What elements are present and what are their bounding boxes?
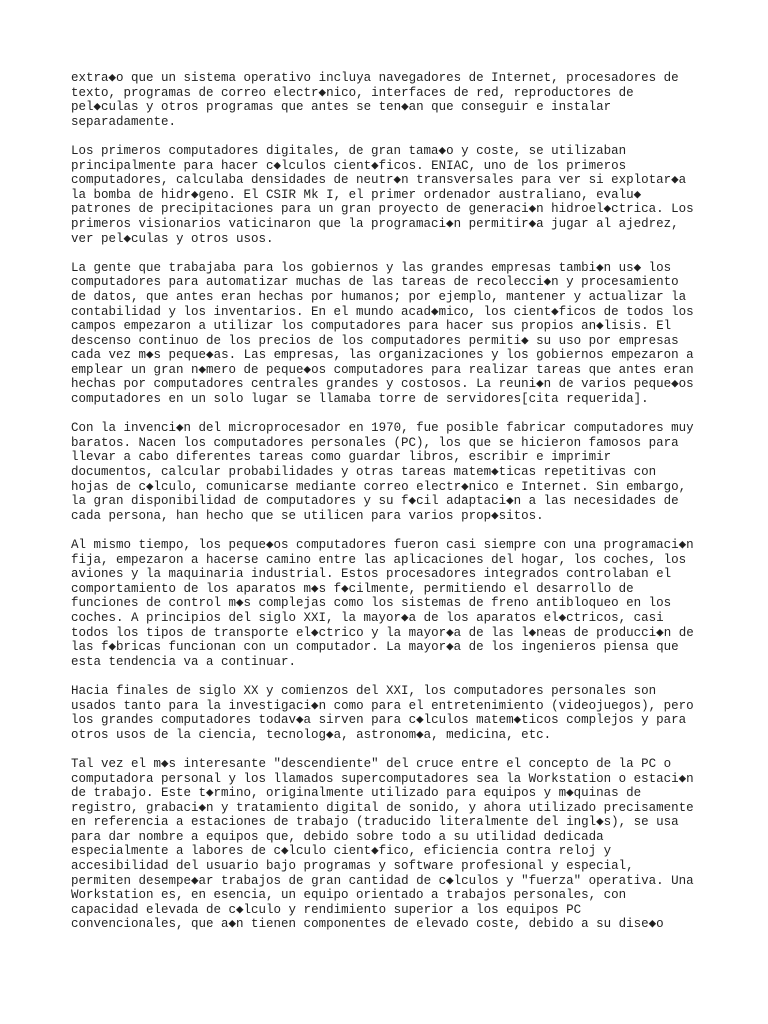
paragraph-2: Los primeros computadores digitales, de gran tama◆o y coste, se utilizaban principalmente para hacer c◆lculos cient◆ficos. ENIAC, uno de los primeros computadores, calculaba densidades de neutr◆n transversales para ver si explotar◆a la bomba de hidr◆geno. El CSIR Mk I, el primer ordenador australiano, evalu◆ patrones de precipitaciones para un gran proyecto de generaci◆n hidroel◆ctrica. Los primeros visionarios vaticinaron que la programaci◆n permitir◆a jugar al ajedrez, ver pel◆culas y otros usos.	[71, 143, 694, 246]
paragraph-6: Hacia finales de siglo XX y comienzos del XXI, los computadores personales son usados tanto para la investigaci◆n como para el entretenimiento (videojuegos), pero los grandes computadores todav◆a sirven para c◆lculos matem◆ticos complejos y para otros usos de la ciencia, tecnolog◆a, astronom◆a, medicina, etc.	[71, 683, 694, 742]
paragraph-5: Al mismo tiempo, los peque◆os computadores fueron casi siempre con una programaci◆n fija, empezaron a hacerse camino entre las aplicaciones del hogar, los coches, los aviones y la maquinaria industrial. Estos procesadores integrados controlaban el comportamiento de los aparatos m◆s f◆cilmente, permitiendo el desarrollo de funciones de control m◆s complejas como los sistemas de freno antibloqueo en los coches. A principios del siglo XXI, la mayor◆a de los aparatos el◆ctricos, casi todos los tipos de transporte el◆ctrico y la mayor◆a de las l◆neas de producci◆n de las f◆bricas funcionan con un computador. La mayor◆a de los ingenieros piensa que esta tendencia va a continuar.	[71, 538, 694, 669]
document-page	[71, 71, 711, 947]
paragraph-1: extra◆o que un sistema operativo incluya navegadores de Internet, procesadores de texto, programas de correo electr◆nico, interfaces de red, reproductores de pel◆culas y otros programas que antes se ten◆an que conseguir e instalar separadamente.	[71, 71, 679, 129]
paragraph-3: La gente que trabajaba para los gobiernos y las grandes empresas tambi◆n us◆ los computadores para automatizar muchas de las tareas de recolecci◆n y procesamiento de datos, que antes eran hechas por humanos; por ejemplo, mantener y actualizar la contabilidad y los inventarios. En el mundo acad◆mico, los cient◆ficos de todos los campos empezaron a utilizar los computadores para hacer sus propios an◆lisis. El descenso continuo de los precios de los computadores permiti◆ su uso por empresas cada vez m◆s peque◆as. Las empresas, las organizaciones y los gobiernos empezaron a emplear un gran n◆mero de peque◆os computadores para realizar tareas que antes eran hechas por computadores centrales grandes y costosos. La reuni◆n de varios peque◆os computadores en un solo lugar se llamaba torre de servidores[cita requerida].	[71, 260, 694, 407]
paragraph-4: Con la invenci◆n del microprocesador en 1970, fue posible fabricar computadores muy baratos. Nacen los computadores personales (PC), los que se hicieron famosos para llevar a cabo diferentes tareas como guardar libros, escribir e imprimir documentos, calcular probabilidades y otras tareas matem◆ticas repetitivas con hojas de c◆lculo, comunicarse mediante correo electr◆nico e Internet. Sin embargo, la gran disponibilidad de computadores y su f◆cil adaptaci◆n a las necesidades de cada persona, han hecho que se utilicen para varios prop◆sitos.	[71, 421, 694, 523]
paragraph-7: Tal vez el m◆s interesante "descendiente" del cruce entre el concepto de la PC o computadora personal y los llamados supercomputadores sea la Workstation o estaci◆n de trabajo. Este t◆rmino, originalmente utilizado para equipos y m◆quinas de registro, grabaci◆n y tratamiento digital de sonido, y ahora utilizado precisamente en referencia a estaciones de trabajo (traducido literalmente del ingl◆s), se usa para dar nombre a equipos que, debido sobre todo a su utilidad dedicada especialmente a labores de c◆lculo cient◆fico, eficiencia contra reloj y accesibilidad del usuario bajo programas y software profesional y especial, permiten desempe◆ar trabajos de gran cantidad de c◆lculos y "fuerza" operativa. Una Workstation es, en esencia, un equipo orientado a trabajos personales, con capacidad elevada de c◆lculo y rendimiento superior a los equipos PC convencionales, que a◆n tienen componentes de elevado coste, debido a su dise◆o	[71, 756, 694, 932]
